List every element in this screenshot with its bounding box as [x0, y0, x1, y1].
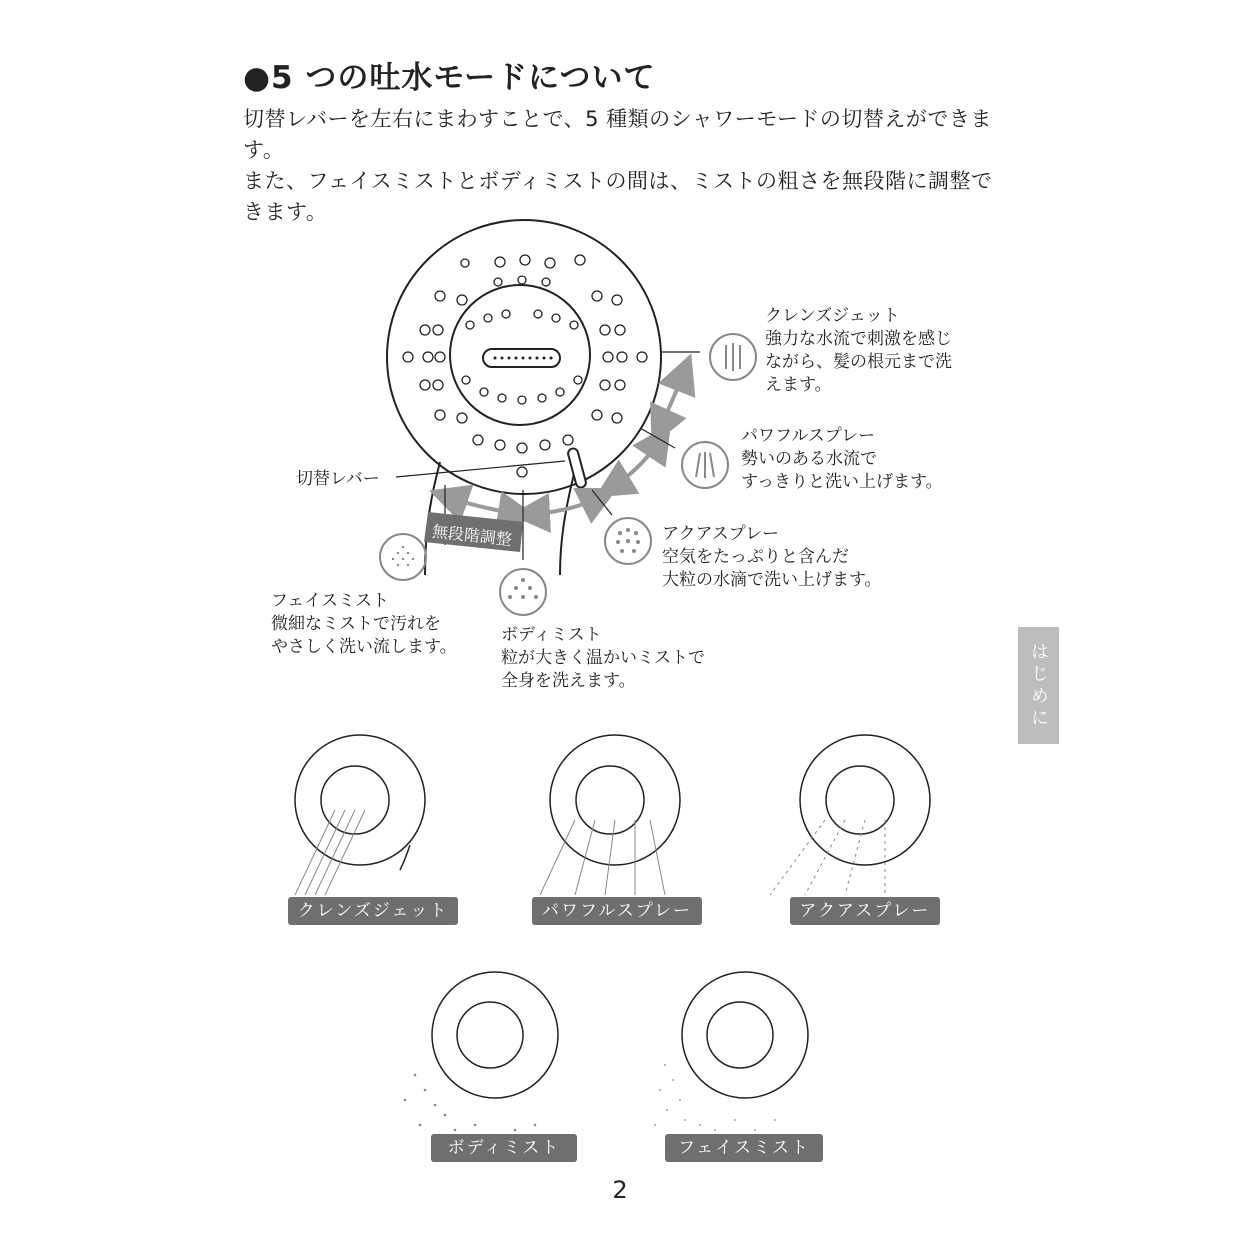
- small-illustrations: [295, 735, 930, 1136]
- stepless-adjust-label: 無段階調整: [431, 521, 513, 550]
- mode-powerful-spray: [741, 425, 943, 494]
- illustration-powerful-spray: [540, 735, 680, 895]
- intro-line-1: 切替レバーを左右にまわすことで、5 種類のシャワーモードの切替えができます。: [243, 107, 992, 162]
- illustration-label-powerful-spray: パワフルスプレー: [532, 897, 702, 925]
- mode-desc-line: すっきりと洗い上げます。: [741, 472, 943, 492]
- mode-aqua-spray: [662, 523, 882, 592]
- mode-desc-line: 空気をたっぷりと含んだ: [662, 547, 849, 567]
- page-title: ●5 つの吐水モードについて: [243, 60, 656, 96]
- illustration-label-body-mist: ボディミスト: [431, 1134, 577, 1162]
- illustration-label-aqua-spray: アクアスプレー: [790, 897, 940, 925]
- mode-cleanse-jet: [765, 305, 952, 397]
- mode-desc-line: 粒が大きく温かいミストで: [501, 648, 705, 668]
- illustration-label-cleanse-jet: クレンズジェット: [288, 897, 458, 925]
- mode-desc-line: やさしく洗い流します。: [271, 637, 457, 657]
- illustration-aqua-spray: [770, 735, 930, 895]
- side-tab-introduction: はじめに: [1018, 627, 1059, 744]
- mode-desc-line: 微細なミストで汚れを: [271, 614, 441, 634]
- mode-name: クレンズジェット: [765, 306, 900, 326]
- mode-desc-line: 勢いのある水流で: [741, 449, 877, 469]
- illustration-cleanse-jet: [295, 735, 425, 895]
- mode-desc-line: 全身を洗えます。: [501, 671, 636, 691]
- illustration-label-face-mist: フェイスミスト: [665, 1134, 823, 1162]
- mode-name: フェイスミスト: [271, 591, 389, 611]
- mode-name: アクアスプレー: [662, 524, 780, 544]
- mode-name: ボディミスト: [501, 625, 602, 645]
- page-number: 2: [612, 1176, 628, 1204]
- mode-name: パワフルスプレー: [741, 426, 876, 446]
- lever-label: 切替レバー: [296, 469, 380, 489]
- mode-desc-line: 大粒の水滴で洗い上げます。: [662, 570, 882, 590]
- mode-desc-line: えます。: [765, 375, 832, 395]
- mode-desc-line: 強力な水流で刺激を感じ: [765, 329, 952, 349]
- illustration-face-mist: [654, 972, 808, 1131]
- illustration-body-mist: [404, 972, 558, 1136]
- mode-body-mist: [501, 624, 705, 693]
- mode-desc-line: ながら、髪の根元まで洗: [765, 352, 952, 372]
- intro-line-2: また、フェイスミストとボディミストの間は、ミストの粗さを無段階に調整できます。: [243, 169, 993, 224]
- mode-face-mist: [271, 590, 457, 659]
